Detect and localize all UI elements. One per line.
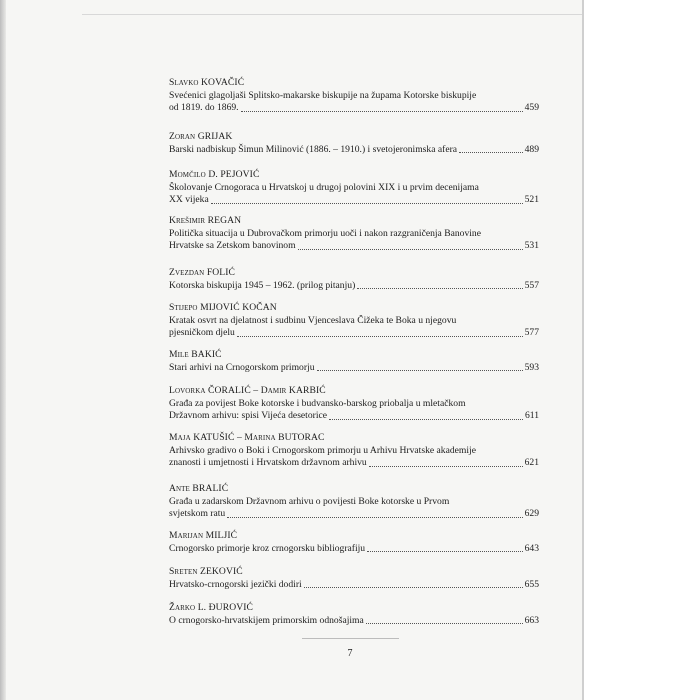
entry-title-last	[169, 327, 539, 340]
entry-page-number: 593	[524, 361, 539, 373]
dot-leader	[298, 248, 523, 250]
dot-leader	[357, 287, 522, 289]
dot-leader	[237, 335, 523, 337]
entry-title-text: Državnom arhivu: spisi Vijeća desetorice	[169, 410, 328, 421]
entry-author: Zvezdan FOLIĆ	[169, 267, 236, 278]
entry-page-number: 459	[524, 102, 539, 113]
dot-leader	[367, 550, 523, 552]
dot-leader	[459, 151, 523, 153]
toc-entry[interactable]	[169, 530, 539, 555]
toc-entry[interactable]	[169, 169, 539, 207]
page-top-edge	[82, 14, 582, 15]
entry-title-text: od 1819. do 1869.	[169, 102, 239, 113]
entry-title-line: Politička situacija u Dubrovačkom primorju uoči i nakon razgraničenja Banovine	[169, 227, 481, 239]
entry-title-last	[169, 240, 539, 253]
entry-title-line: Arhivsko gradivo o Boki i Crnogorskom primorju u Arhivu Hrvatske akademije	[169, 444, 476, 456]
entry-author: Maja KATUŠIĆ – Marina BUTORAC	[169, 432, 325, 443]
entry-title-text: Stari arhivi na Crnogorskom primorju	[169, 361, 315, 373]
dot-leader	[241, 110, 523, 112]
dot-leader	[317, 369, 523, 371]
entry-title-last	[169, 102, 539, 115]
dot-leader	[329, 418, 523, 420]
toc-entry[interactable]	[169, 215, 539, 253]
dot-leader	[366, 622, 523, 624]
entry-page-number: 655	[524, 578, 539, 590]
toc-entry[interactable]	[169, 483, 539, 521]
toc-entry[interactable]	[169, 566, 539, 591]
entry-title-line: Školovanje Crnogoraca u Hrvatskoj u drugoj polovini XIX i u prvim decenijama	[169, 181, 479, 193]
entry-author: Sreten ZEKOVIĆ	[169, 566, 243, 577]
entry-page-number: 663	[524, 614, 539, 626]
toc-entry[interactable]	[169, 432, 539, 470]
entry-title-last	[169, 194, 539, 207]
entry-author: Slavko KOVAČIĆ	[169, 77, 245, 88]
entry-author: Stijepo MIJOVIĆ KOČAN	[169, 302, 277, 313]
entry-author: Mile BAKIĆ	[169, 349, 222, 360]
entry-author: Zoran GRIJAK	[169, 131, 233, 142]
dot-leader	[227, 516, 522, 518]
entry-page-number: 557	[524, 279, 539, 291]
entry-title-last	[169, 280, 539, 293]
toc-entry[interactable]	[169, 267, 539, 292]
toc-entry[interactable]	[169, 602, 539, 627]
entry-title-text: pjesničkom djelu	[169, 327, 235, 338]
toc-entry[interactable]	[169, 77, 539, 115]
entry-title-last	[169, 579, 539, 592]
entry-page-number: 577	[524, 327, 539, 338]
entry-author: Ante BRALIĆ	[169, 483, 229, 494]
entry-title-text: Hrvatske sa Zetskom banovinom	[169, 240, 296, 251]
footer-rule	[302, 638, 399, 639]
entry-title-last	[169, 508, 539, 521]
entry-title-last	[169, 543, 539, 556]
entry-author: Lovorka ČORALIĆ – Damir KARBIĆ	[169, 385, 326, 396]
background-right	[582, 0, 700, 700]
entry-title-last	[169, 457, 539, 470]
entry-title-last	[169, 362, 539, 375]
toc-entry[interactable]	[169, 131, 539, 156]
entry-title-text: XX vijeka	[169, 194, 209, 205]
entry-title-text: Crnogorsko primorje kroz crnogorsku bibliografiju	[169, 542, 366, 554]
toc-entry[interactable]	[169, 302, 539, 340]
entry-page-number: 531	[524, 240, 539, 251]
entry-page-number: 621	[524, 457, 539, 468]
entry-title-text: svjetskom ratu	[169, 508, 226, 519]
entry-author: Žarko L. ĐUROVIĆ	[169, 602, 254, 613]
dot-leader	[304, 586, 523, 588]
entry-title-last	[169, 410, 539, 423]
entry-title-last	[169, 615, 539, 628]
entry-title-text: Barski nadbiskup Šimun Milinović (1886. – 1910.) i svetojeronimska afera	[169, 143, 458, 155]
entry-title-text: O crnogorsko-hrvatskijem primorskim odnošajima	[169, 614, 364, 626]
entry-page-number: 611	[524, 410, 539, 421]
toc-entry[interactable]	[169, 385, 539, 423]
entry-author: Krešimir REGAN	[169, 215, 242, 226]
entry-author: Marijan MILJIĆ	[169, 530, 238, 541]
page-number: 7	[347, 648, 353, 659]
entry-title-line: Kratak osvrt na djelatnost i sudbinu Vjenceslava Čižeka te Boka u njegovu	[169, 314, 457, 326]
dot-leader	[211, 202, 523, 204]
entry-page-number: 489	[524, 143, 539, 155]
entry-author: Momčilo D. PEJOVIĆ	[169, 169, 260, 180]
page-left-shadow	[0, 0, 6, 700]
entry-title-text: Kotorska biskupija 1945 – 1962. (prilog pitanju)	[169, 279, 356, 291]
entry-page-number: 521	[524, 194, 539, 205]
entry-title-text: Hrvatsko-crnogorski jezički dodiri	[169, 578, 302, 590]
entry-page-number: 643	[524, 542, 539, 554]
entry-title-text: znanosti i umjetnosti i Hrvatskom državnom arhivu	[169, 457, 367, 468]
entry-page-number: 629	[524, 508, 539, 519]
entry-title-last	[169, 144, 539, 157]
dot-leader	[369, 465, 523, 467]
toc-entry[interactable]	[169, 349, 539, 374]
entry-title-line: Građa za povijest Boke kotorske i budvansko-barskog priobalja u mletačkom	[169, 397, 466, 409]
entry-title-line: Građa u zadarskom Državnom arhivu o povijesti Boke kotorske u Prvom	[169, 495, 450, 507]
entry-title-line: Svećenici glagoljaši Splitsko-makarske biskupije na župama Kotorske biskupije	[169, 89, 477, 101]
